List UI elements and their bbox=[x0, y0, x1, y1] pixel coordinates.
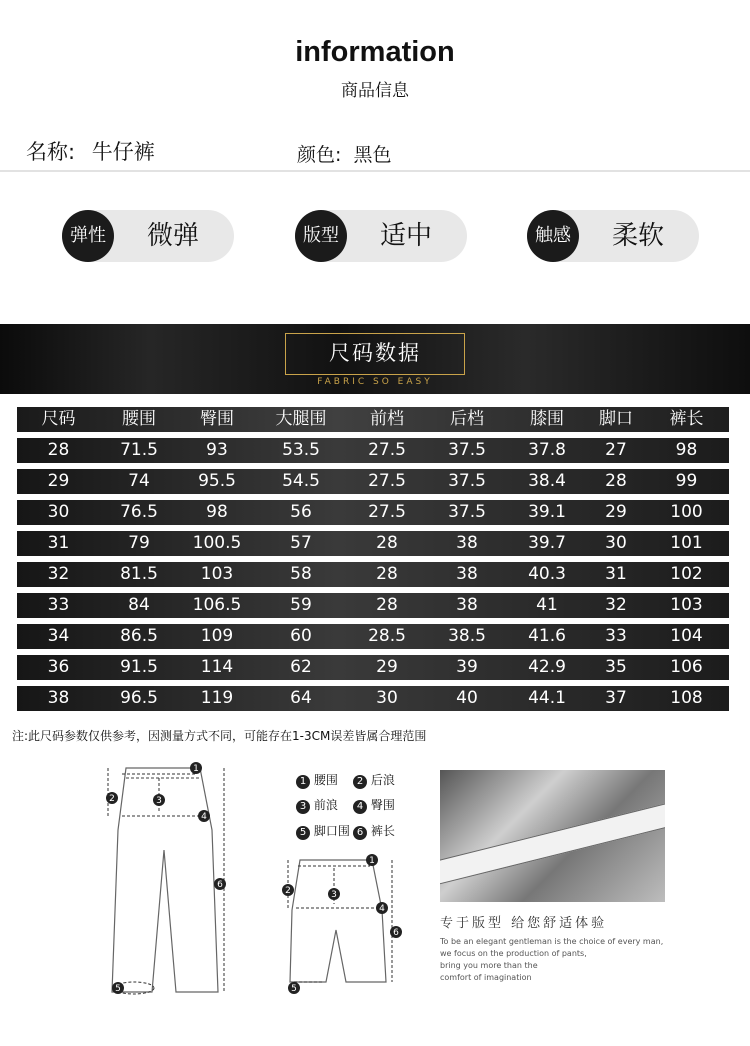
table-cell: 79 bbox=[128, 533, 150, 553]
table-cell: 98 bbox=[206, 502, 228, 522]
description-line: we focus on the production of pants, bbox=[440, 949, 587, 958]
product-name bbox=[26, 136, 155, 166]
table-cell: 31 bbox=[605, 564, 627, 584]
table-cell: 100.5 bbox=[192, 533, 242, 553]
table-cell: 40.3 bbox=[528, 564, 566, 584]
table-cell: 84 bbox=[128, 595, 150, 615]
svg-text:6: 6 bbox=[393, 928, 399, 938]
table-row bbox=[17, 531, 729, 556]
svg-text:2: 2 bbox=[285, 886, 291, 896]
svg-text:1: 1 bbox=[369, 856, 375, 866]
table-cell: 114 bbox=[200, 657, 234, 677]
table-cell: 38.4 bbox=[528, 471, 566, 491]
attribute-label: 版型 bbox=[295, 210, 347, 262]
table-cell: 37.5 bbox=[448, 502, 486, 522]
column-header: 脚口 bbox=[599, 409, 633, 429]
table-cell: 27.5 bbox=[368, 440, 406, 460]
table-cell: 119 bbox=[200, 688, 234, 708]
measuring-tape-photo bbox=[440, 770, 665, 902]
table-cell: 54.5 bbox=[282, 471, 320, 491]
svg-text:3: 3 bbox=[156, 796, 162, 806]
table-cell: 39.7 bbox=[528, 533, 566, 553]
legend-label: 裤长 bbox=[370, 824, 395, 838]
table-cell: 32 bbox=[47, 564, 70, 584]
table-cell: 102 bbox=[670, 564, 703, 584]
svg-text:3: 3 bbox=[331, 890, 337, 900]
table-cell: 71.5 bbox=[120, 440, 158, 460]
attribute-value: 适中 bbox=[379, 221, 432, 251]
legend-number: 2 bbox=[353, 775, 367, 789]
table-row bbox=[17, 686, 729, 711]
name-label: 名称: bbox=[26, 140, 76, 164]
table-cell: 37 bbox=[605, 688, 627, 708]
table-header-row bbox=[17, 407, 729, 432]
table-cell: 62 bbox=[290, 657, 312, 677]
table-cell: 36 bbox=[47, 657, 70, 677]
table-cell: 109 bbox=[200, 626, 234, 646]
table-cell: 31 bbox=[47, 533, 70, 553]
description-line: bring you more than the bbox=[440, 961, 538, 970]
table-cell: 98 bbox=[675, 440, 698, 460]
page-subtitle: 商品信息 bbox=[341, 81, 409, 101]
legend-label: 前浪 bbox=[313, 798, 338, 812]
tape-graphic bbox=[440, 799, 665, 885]
table-cell: 27.5 bbox=[368, 471, 406, 491]
table-cell: 28 bbox=[376, 595, 398, 615]
table-cell: 39.1 bbox=[528, 502, 566, 522]
banner-subtitle: FABRIC SO EASY bbox=[317, 377, 433, 387]
divider bbox=[0, 170, 750, 172]
table-cell: 34 bbox=[47, 626, 70, 646]
table-cell: 41.6 bbox=[528, 626, 566, 646]
table-cell: 33 bbox=[47, 595, 70, 615]
table-cell: 99 bbox=[675, 471, 698, 491]
attribute-fit bbox=[295, 210, 467, 262]
table-cell: 35 bbox=[605, 657, 627, 677]
table-row bbox=[17, 562, 729, 587]
description-line: comfort of imagination bbox=[440, 973, 532, 982]
table-cell: 91.5 bbox=[120, 657, 158, 677]
table-cell: 29 bbox=[47, 471, 70, 491]
table-cell: 28 bbox=[376, 564, 398, 584]
size-table bbox=[17, 407, 729, 717]
table-cell: 30 bbox=[376, 688, 398, 708]
table-cell: 56 bbox=[290, 502, 312, 522]
shorts-diagram bbox=[278, 850, 408, 1000]
legend-item-back-rise bbox=[353, 771, 395, 789]
svg-text:5: 5 bbox=[115, 984, 121, 994]
table-cell: 74 bbox=[128, 471, 150, 491]
table-cell: 60 bbox=[290, 626, 312, 646]
table-cell: 100 bbox=[670, 502, 703, 522]
svg-text:2: 2 bbox=[109, 794, 115, 804]
table-cell: 104 bbox=[670, 626, 703, 646]
attribute-value: 微弹 bbox=[146, 221, 199, 251]
table-cell: 57 bbox=[290, 533, 312, 553]
table-row bbox=[17, 438, 729, 463]
table-cell: 30 bbox=[605, 533, 627, 553]
legend-number: 3 bbox=[296, 800, 310, 814]
table-cell: 53.5 bbox=[282, 440, 320, 460]
svg-text:6: 6 bbox=[217, 880, 223, 890]
table-row bbox=[17, 624, 729, 649]
table-cell: 28.5 bbox=[368, 626, 406, 646]
column-header: 腰围 bbox=[122, 409, 156, 429]
table-cell: 38.5 bbox=[448, 626, 486, 646]
table-cell: 44.1 bbox=[528, 688, 566, 708]
table-cell: 96.5 bbox=[120, 688, 158, 708]
table-cell: 40 bbox=[456, 688, 478, 708]
table-cell: 101 bbox=[670, 533, 703, 553]
table-cell: 106.5 bbox=[192, 595, 242, 615]
column-header: 后档 bbox=[450, 409, 484, 429]
table-cell: 30 bbox=[47, 502, 70, 522]
attribute-feel bbox=[527, 210, 699, 262]
table-cell: 38 bbox=[47, 688, 70, 708]
attribute-label: 弹性 bbox=[62, 210, 114, 262]
legend-label: 腰围 bbox=[313, 773, 338, 787]
table-cell: 93 bbox=[206, 440, 228, 460]
column-header: 前档 bbox=[370, 409, 404, 429]
svg-text:5: 5 bbox=[291, 984, 297, 994]
column-header: 臀围 bbox=[200, 409, 234, 429]
table-row bbox=[17, 469, 729, 494]
table-cell: 76.5 bbox=[120, 502, 158, 522]
legend-label: 脚口围 bbox=[313, 824, 350, 838]
table-cell: 39 bbox=[456, 657, 478, 677]
legend-item-length bbox=[353, 822, 395, 840]
description-line: To be an elegant gentleman is the choice of every man, bbox=[440, 937, 664, 946]
legend-number: 5 bbox=[296, 826, 310, 840]
table-cell: 28 bbox=[376, 533, 398, 553]
table-row bbox=[17, 655, 729, 680]
photo-caption: 专于版型 给您舒适体验 bbox=[440, 916, 608, 931]
long-pants-diagram bbox=[100, 760, 240, 1006]
table-cell: 103 bbox=[200, 564, 234, 584]
table-cell: 27 bbox=[605, 440, 627, 460]
table-cell: 106 bbox=[670, 657, 703, 677]
legend-label: 后浪 bbox=[370, 773, 395, 787]
column-header: 裤长 bbox=[669, 409, 704, 429]
table-cell: 95.5 bbox=[198, 471, 236, 491]
table-cell: 33 bbox=[605, 626, 627, 646]
table-cell: 32 bbox=[605, 595, 627, 615]
column-header: 大腿围 bbox=[275, 409, 327, 429]
product-color bbox=[297, 140, 391, 167]
table-cell: 27.5 bbox=[368, 502, 406, 522]
page-title: information bbox=[295, 36, 455, 68]
table-cell: 108 bbox=[670, 688, 703, 708]
svg-text:4: 4 bbox=[379, 904, 385, 914]
table-cell: 29 bbox=[605, 502, 627, 522]
attribute-value: 柔软 bbox=[611, 221, 664, 251]
table-cell: 103 bbox=[670, 595, 703, 615]
color-value: 黑色 bbox=[353, 144, 392, 166]
table-row bbox=[17, 500, 729, 525]
legend-item-waist bbox=[296, 771, 338, 789]
table-cell: 28 bbox=[47, 440, 70, 460]
table-cell: 37.8 bbox=[528, 440, 566, 460]
table-cell: 41 bbox=[536, 595, 558, 615]
column-header: 膝围 bbox=[530, 409, 564, 429]
legend-item-front-rise bbox=[296, 796, 338, 814]
table-cell: 59 bbox=[290, 595, 312, 615]
svg-text:1: 1 bbox=[193, 764, 199, 774]
table-cell: 58 bbox=[290, 564, 312, 584]
legend-number: 1 bbox=[296, 775, 310, 789]
table-cell: 37.5 bbox=[448, 471, 486, 491]
legend-number: 4 bbox=[353, 800, 367, 814]
svg-text:4: 4 bbox=[201, 812, 207, 822]
table-row bbox=[17, 593, 729, 618]
legend-number: 6 bbox=[353, 826, 367, 840]
table-cell: 28 bbox=[605, 471, 627, 491]
attribute-label: 触感 bbox=[527, 210, 579, 262]
table-cell: 29 bbox=[376, 657, 398, 677]
table-cell: 81.5 bbox=[120, 564, 158, 584]
table-cell: 86.5 bbox=[120, 626, 158, 646]
table-cell: 38 bbox=[456, 533, 478, 553]
name-value: 牛仔裤 bbox=[91, 140, 155, 164]
table-cell: 38 bbox=[456, 564, 478, 584]
table-cell: 38 bbox=[456, 595, 478, 615]
legend-item-hip bbox=[353, 796, 395, 814]
legend-label: 臀围 bbox=[370, 798, 395, 812]
size-note: 注:此尺码参数仅供参考，因测量方式不同，可能存在1-3CM误差皆属合理范围 bbox=[12, 729, 427, 743]
banner-title: 尺码数据 bbox=[329, 341, 421, 365]
legend-item-leg-opening bbox=[296, 822, 350, 840]
table-cell: 37.5 bbox=[448, 440, 486, 460]
column-header: 尺码 bbox=[41, 409, 76, 429]
photo-description bbox=[440, 936, 663, 984]
attribute-elasticity bbox=[62, 210, 234, 262]
color-label: 颜色: bbox=[297, 144, 342, 166]
table-cell: 42.9 bbox=[528, 657, 566, 677]
table-cell: 64 bbox=[290, 688, 312, 708]
